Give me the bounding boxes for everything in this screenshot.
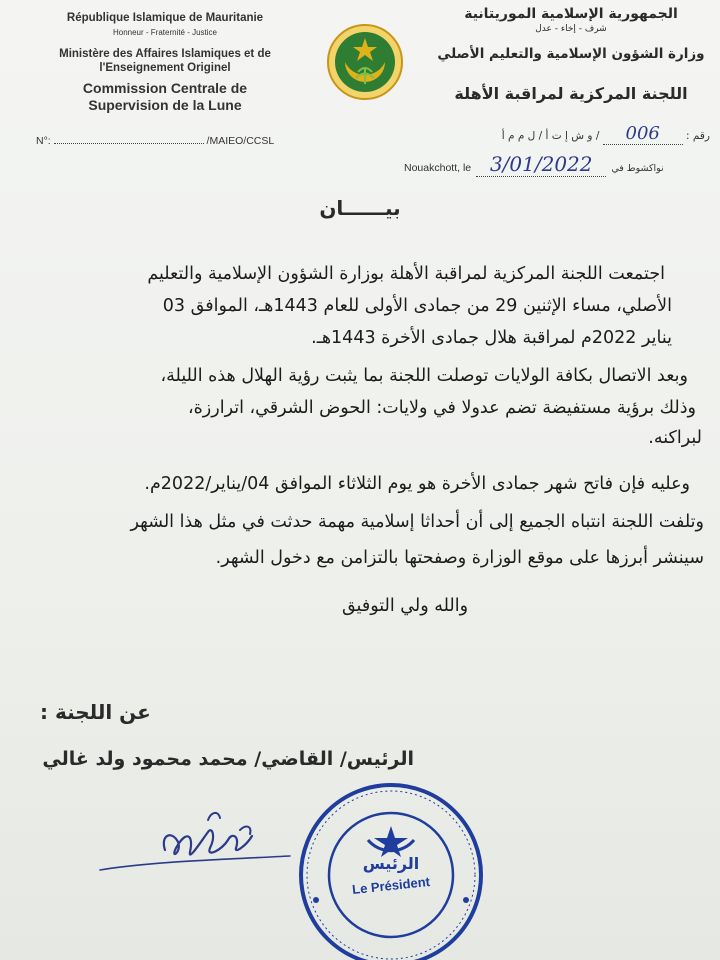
date-line (404, 152, 714, 177)
closing-line: والله ولي التوفيق (341, 596, 469, 616)
body-p3-line1: وعليه فإن فاتح شهر جمادى الأخرة هو يوم الثلاثاء الموافق 04/يناير/2022م. (144, 474, 690, 494)
fr-number-blank (54, 143, 204, 144)
ar-motto: شرف - إخاء - عدل (535, 24, 607, 34)
body-p4-line2: سينشر أبرزها على موقع الوزارة وصفحتها بالتزامن مع دخول الشهر. (215, 548, 704, 568)
fr-number-line (36, 135, 296, 147)
fr-number-label: N°: (36, 135, 51, 147)
emblem-icon (320, 22, 410, 102)
body-p2-line2: وذلك برؤية مستفيضة تضم عدولا في ولايات: الحوض الشرقي، اترارزة، (187, 398, 696, 418)
stamp-title-ar: الرئيس (362, 854, 420, 873)
ar-country: الجمهورية الإسلامية الموريتانية (464, 6, 678, 22)
fr-country: République Islamique de Mauritanie (66, 12, 264, 24)
fr-commission-line2: Supervision de la Lune (88, 97, 242, 113)
date-label-ar: نواكشوط في (611, 163, 664, 174)
fr-motto: Honneur - Fraternité - Justice (112, 28, 218, 37)
stamp-title-fr: Le Président (351, 873, 431, 898)
ar-number-value: 006 (625, 123, 660, 144)
document-title: بيــــــان (319, 196, 401, 220)
official-stamp (296, 780, 486, 960)
body-p1-line3: يناير 2022م لمراقبة هلال جمادى الأخرة 1443هـ. (311, 328, 672, 348)
ar-number-label: رقم : (686, 130, 710, 142)
body-p2-line1: وبعد الاتصال بكافة الولايات توصلت اللجنة بما يثبت رؤية الهلال هذه الليلة، (160, 366, 688, 386)
ar-number-line (400, 123, 710, 145)
body-p1-line1: اجتمعت اللجنة المركزية لمراقبة الأهلة بوزارة الشؤون الإسلامية والتعليم (147, 264, 665, 284)
date-value: 3/01/2022 (489, 152, 593, 176)
president-line (34, 748, 414, 770)
president-prefix: الرئيس/ القاضي/ (254, 748, 414, 770)
fr-number-suffix: /MAIEO/CCSL (206, 135, 275, 147)
fr-ministry-line2: l'Enseignement Originel (99, 62, 231, 74)
body-p1-line2: الأصلي، مساء الإثنين 29 من جمادى الأولى للعام 1443هـ، الموافق 03 (162, 296, 672, 316)
header-fr (30, 12, 300, 114)
body-p4-line1: وتلفت اللجنة انتباه الجميع إلى أن أحداثا إسلامية مهمة حدثت في مثل هذا الشهر (130, 512, 704, 532)
national-emblem (320, 22, 410, 102)
fr-commission-line1: Commission Centrale de (82, 80, 248, 96)
ar-ministry: وزارة الشؤون الإسلامية والتعليم الأصلي (437, 46, 705, 62)
header-ar (436, 6, 706, 103)
ar-commission: اللجنة المركزية لمراقبة الأهلة (454, 84, 688, 103)
body-p2-line3: لبراكنه. (648, 428, 702, 448)
handwritten-signature (90, 790, 310, 900)
for-committee: عن اللجنة : (40, 700, 151, 724)
fr-ministry-line1: Ministère des Affaires Islamiques et de (59, 48, 271, 60)
ar-number-suffix: / و ش إ ت أ / ل م م أ (501, 130, 600, 142)
president-name: محمد محمود ولد غالي (42, 748, 248, 770)
date-label-fr: Nouakchott, le (404, 162, 472, 174)
